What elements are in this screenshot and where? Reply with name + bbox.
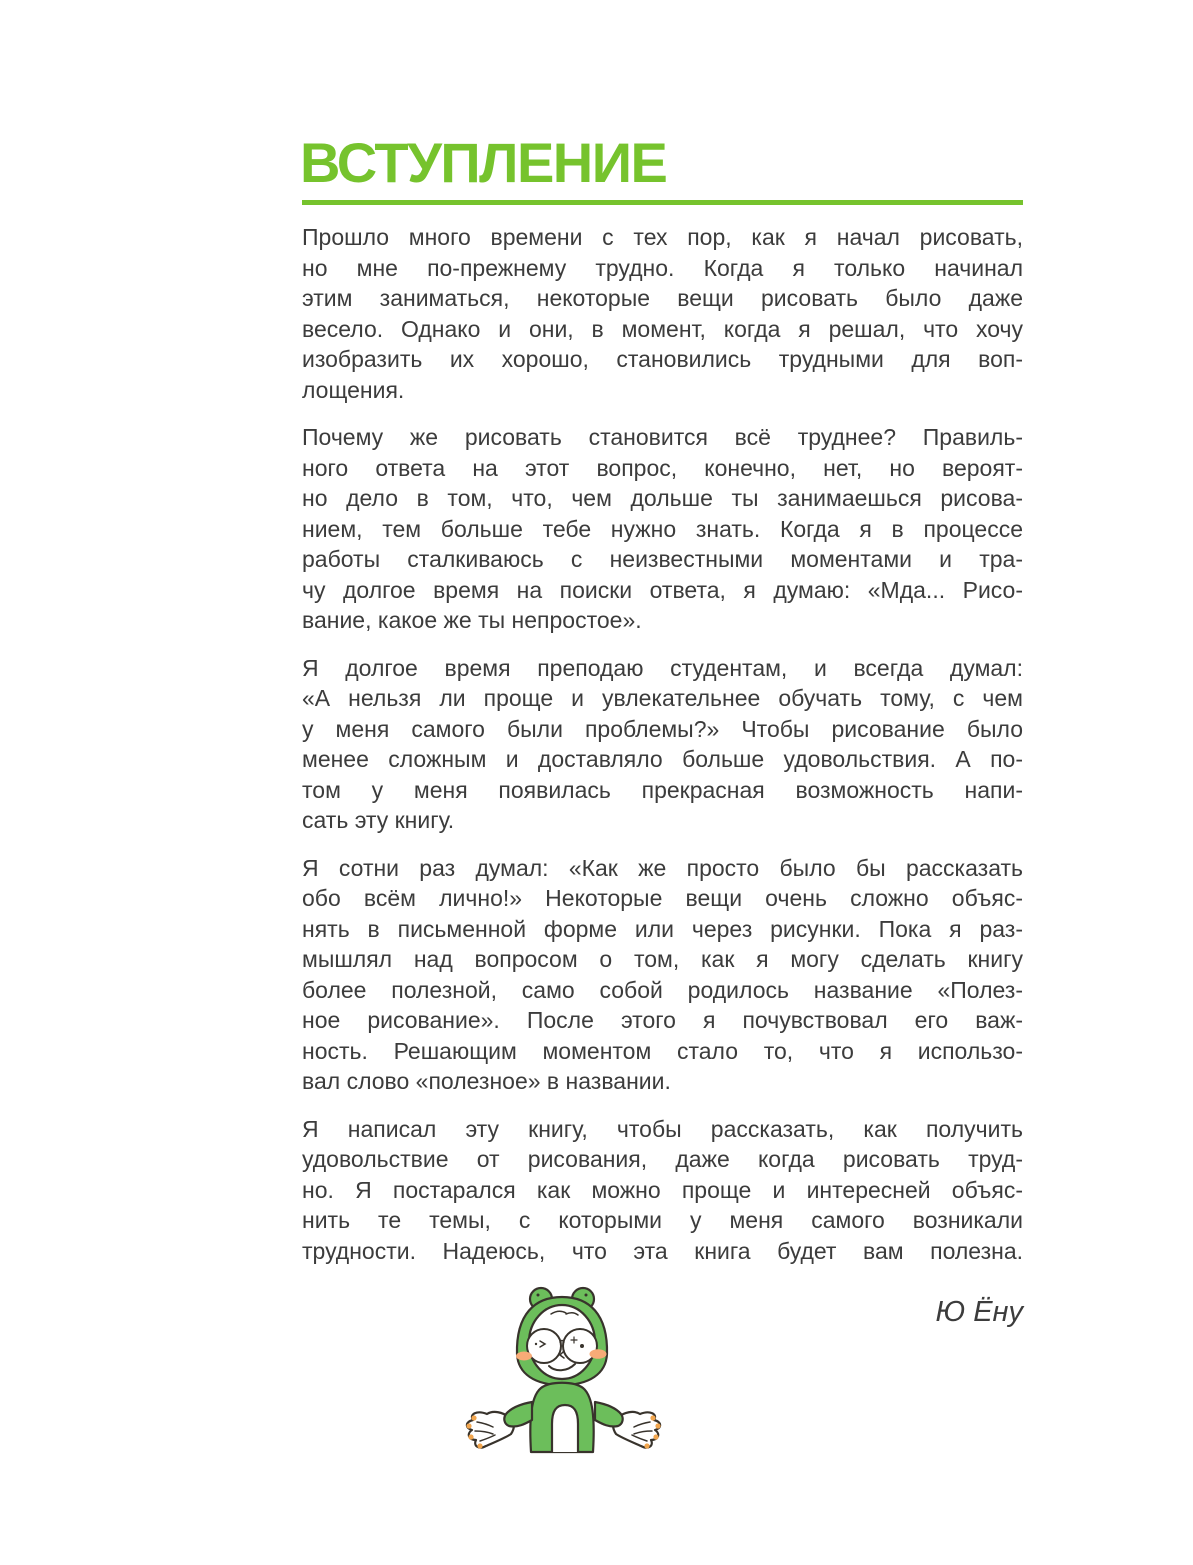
paragraph [302,422,1023,636]
eye-right-dot [580,1344,584,1348]
text-line: том у меня появилась прекрасная возможность напи- [302,776,1023,803]
arm-left [466,1402,532,1449]
text-line: ного ответа на этот вопрос, конечно, нет, но вероят- [302,454,1023,481]
frog-eye-dot-left [537,1294,540,1297]
text-line: более полезной, само собой родилось название «Полез- [302,976,1023,1003]
blush-left [516,1352,532,1361]
text-line: Почему же рисовать становится всё труднее? Правиль- [302,424,1023,450]
belly-patch [552,1405,578,1452]
text-line: Я написал эту книгу, чтобы рассказать, как получить [302,1115,1023,1142]
text-line: трудности. Надеюсь, что эта книга будет вам полезна. [302,1237,1023,1264]
text-line: сать эту книгу. [302,807,455,833]
text-line: весело. Однако и они, в момент, когда я решал, что хочу [302,315,1023,342]
text-line: удовольствие от рисования, даже когда рисовать труд- [302,1146,1023,1172]
paragraph [302,222,1023,405]
fingertip [471,1415,476,1420]
text-line: ность. Решающим моментом стало то, что я использо- [302,1037,1023,1064]
frog-costume-character-illustration [465,1284,675,1460]
author-signature: Ю Ёну [935,1296,1023,1328]
text-line: изобразить их хорошо, становились трудными для воп- [302,346,1023,372]
text-line: у меня самого были проблемы?» Чтобы рисование было [302,715,1023,742]
paragraph [302,853,1023,1097]
text-line: лощения. [302,376,405,403]
text-line: но мне по-прежнему трудно. Когда я только начинал [302,254,1023,281]
text-line: нить те темы, с которыми у меня самого возникали [302,1207,1023,1233]
text-line: нять в письменной форме или через рисунки. Пока я раз- [302,915,1023,942]
text-line: Я сотни раз думал: «Как же просто было бы рассказать [302,854,1023,881]
blush-right [590,1349,607,1359]
text-line: этим заниматься, некоторые вещи рисовать было даже [302,285,1023,311]
text-line: нием, тем больше тебе нужно знать. Когда я в процессе [302,515,1023,542]
fingertip [477,1443,482,1448]
text-line: Я долгое время преподаю студентам, и всегда думал: [302,654,1023,681]
text-line: обо всём лично!» Некоторые вещи очень сложно объяс- [302,885,1023,911]
sleeve-left [504,1402,532,1427]
paragraph [302,653,1023,836]
page-title: ВСТУПЛЕНИЕ [300,131,667,194]
fingertip [468,1434,473,1439]
text-line: менее сложным и доставляло больше удовольствия. А по- [302,746,1023,772]
text-line: но. Я постарался как можно проще и интересней объяс- [302,1176,1023,1203]
fingertip [466,1423,471,1428]
title-underline [302,200,1023,205]
paragraph [302,1114,1023,1267]
text-line: но дело в том, что, чем дольше ты занимаешься рисова- [302,485,1023,511]
eye-left-dot [535,1343,537,1345]
text-line: работы сталкиваюсь с неизвестными моментами и тра- [302,546,1023,572]
text-line: «А нельзя ли проще и увлекательнее обучать тому, с чем [302,685,1023,711]
frog-eye-dot-right [585,1294,588,1297]
body-text [302,222,1023,1283]
glasses-left-lens [527,1329,561,1363]
text-line: ное рисование». После этого я почувствовал его важ- [302,1007,1023,1033]
text-line: мышлял над вопросом о том, как я могу сделать книгу [302,946,1023,972]
text-line: Прошло много времени с тех пор, как я начал рисовать, [302,224,1023,250]
text-line: вание, какое же ты непростое». [302,607,642,633]
text-line: вал слово «полезное» в названии. [302,1068,671,1094]
arm-right [595,1402,661,1449]
text-line: чу долгое время на поиски ответа, я думаю: «Мда... Рисо- [302,576,1023,603]
